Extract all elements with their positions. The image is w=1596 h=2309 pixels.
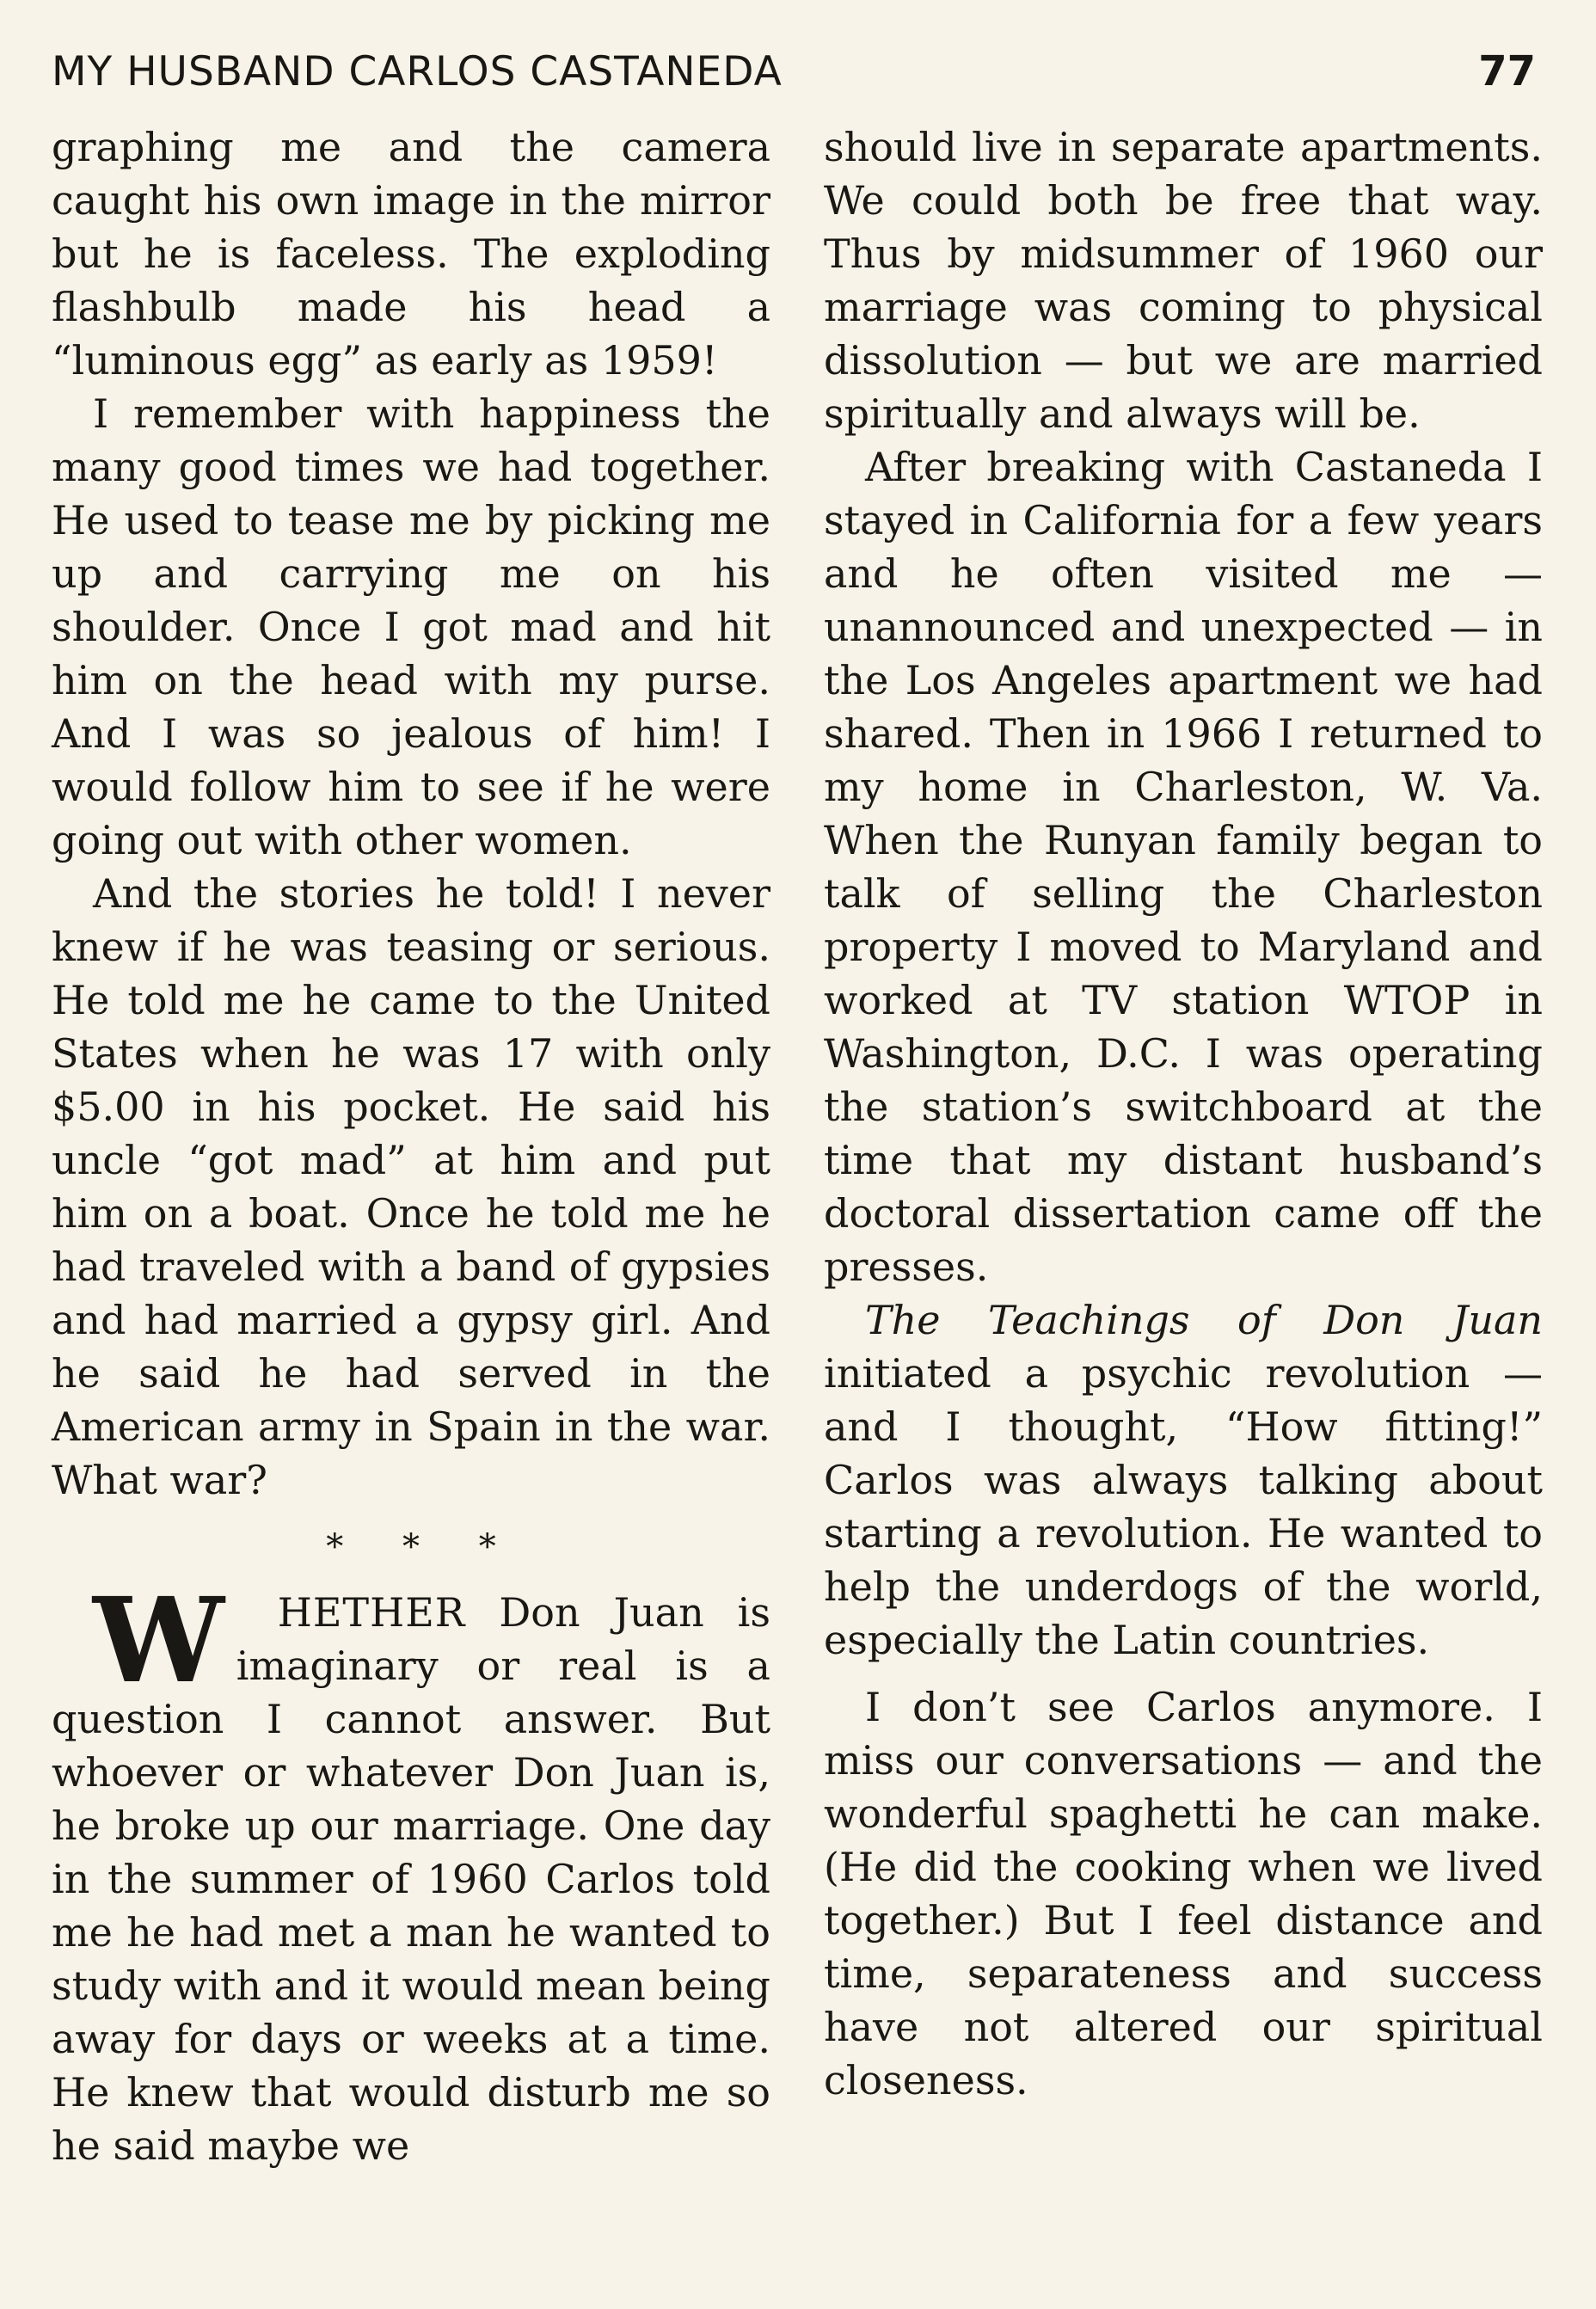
- section-break-ornament: * * *: [326, 1527, 520, 1567]
- page-header: [52, 41, 1536, 101]
- paragraph-text: initiated a psychic revolution — and I thought, “How fitting!” Carlos was always talking about starting a revolution. He wanted to help the underdogs of the world, especially the Latin countries.: [824, 1350, 1543, 1663]
- paragraph: [824, 1293, 1543, 1667]
- paragraph: And the stories he told! I never knew if he was teasing or serious. He told me he came to the United States when he was 17 with only $5.00 in his pocket. He said his uncle “got mad” at him and put him on a boat. Once he told me he had traveled with a band of gypsies and had married a gypsy girl. And he said he had served in the American army in Spain in the war. What war?: [52, 870, 770, 1503]
- running-head: MY HUSBAND CARLOS CASTANEDA: [52, 47, 783, 95]
- small-caps-lead: HETHER: [277, 1589, 466, 1636]
- drop-cap: W: [93, 1572, 224, 1710]
- paragraph-with-drop-cap: [52, 1572, 770, 2172]
- paragraph-continued: graphing me and the camera caught his own image in the mirror but he is faceless. The exploding flashbulb made his head a “luminous egg” as early as 1959!: [52, 124, 770, 384]
- paragraph-text: Don Juan is imaginary or real is a question I cannot answer. But whoever or whatever Don Juan is, he broke up our marriage. One day in the summer of 1960 Carlos told me he had met a man he wanted to study with and it would mean being away for days or weeks at a time. He knew that would disturb me so he said maybe we: [52, 1589, 770, 2169]
- right-column: [824, 120, 1543, 2107]
- page-number: 77: [1478, 47, 1536, 95]
- book-title: The Teachings of Don Juan: [865, 1297, 1543, 1343]
- left-column: [52, 120, 770, 2172]
- paragraph-continued: should live in separate apartments. We could both be free that way. Thus by midsummer of 1960 our marriage was coming to physical dissolution — but we are married spiritually and always will be.: [824, 124, 1543, 437]
- paragraph: After breaking with Castaneda I stayed in California for a few years and he often visited me — unannounced and unexpected — in the Los Angeles apartment we had shared. Then in 1966 I returned to my home in Charleston, W. Va. When the Runyan family began to talk of selling the Charleston property I moved to Maryland and worked at TV station WTOP in Washington, D.C. I was operating the station’s switchboard at the time that my distant husband’s doctoral dissertation came off the presses.: [824, 444, 1543, 1290]
- paragraph: I remember with happiness the many good times we had together. He used to tease me by picking me up and carrying me on his shoulder. Once I got mad and hit him on the head with my purse. And I was so jealous of him! I would follow him to see if he were going out with other women.: [52, 390, 770, 863]
- paragraph: I don’t see Carlos anymore. I miss our conversations — and the wonderful spaghetti he can make. (He did the cooking when we lived together.) But I feel distance and time, separateness and success have not altered our spiritual closeness.: [824, 1684, 1543, 2103]
